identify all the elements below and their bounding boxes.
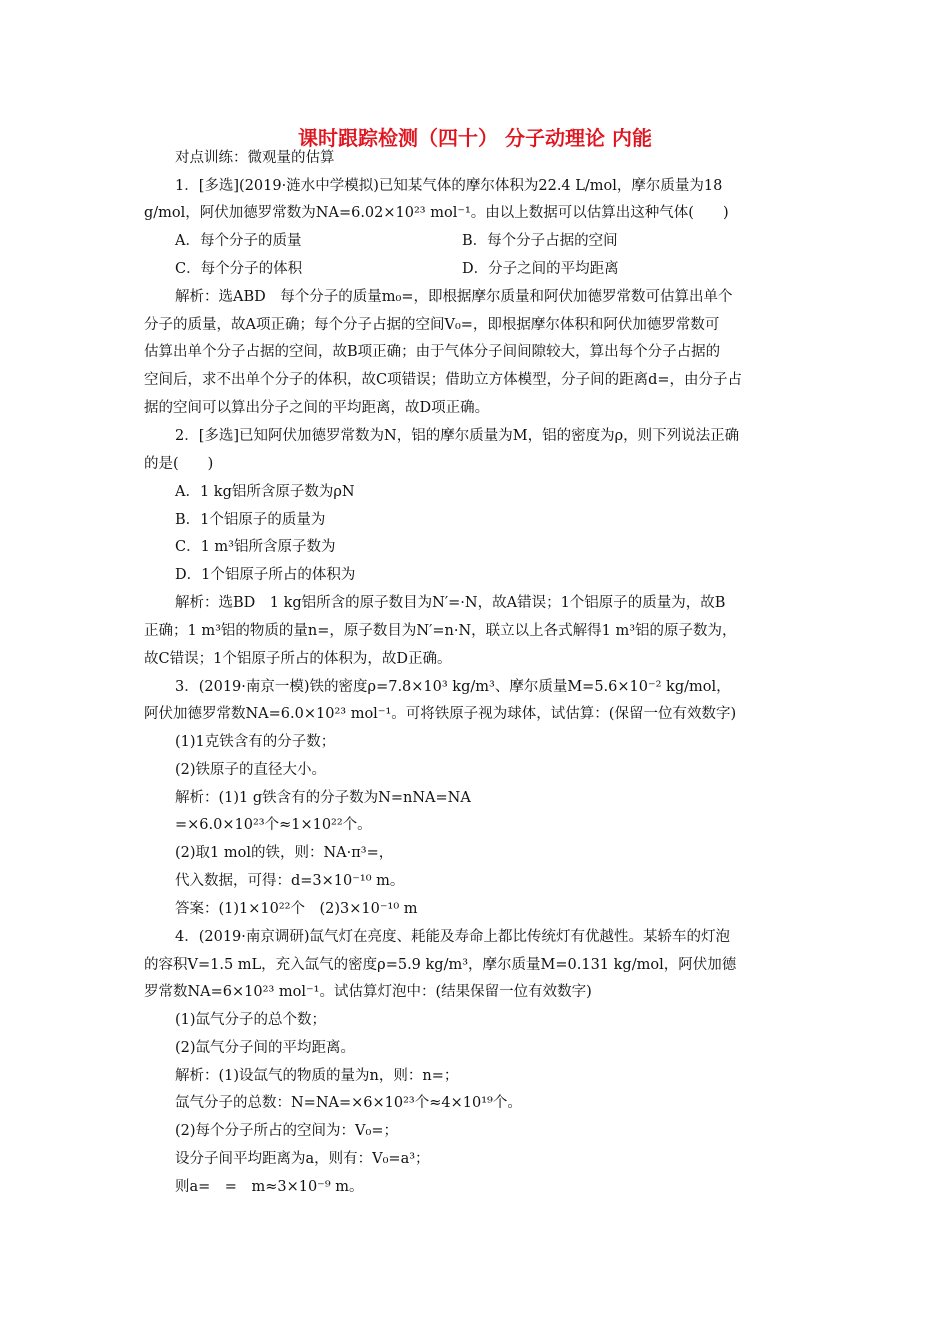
option-b: B．1个铝原子的质量为: [175, 512, 326, 528]
text-line: 氙气分子的总数：N=NA=×6×10²³个≈4×10¹⁹个。: [175, 1095, 522, 1111]
answer-line: 答案：(1)1×10²²个 (2)3×10⁻¹⁰ m: [175, 901, 418, 917]
text-line: 2．[多选]已知阿伏加德罗常数为N，铝的摩尔质量为M，铝的密度为ρ，则下列说法正确: [175, 428, 740, 444]
option-d: D．分子之间的平均距离: [462, 261, 619, 277]
section-heading: 对点训练：微观量的估算: [175, 150, 335, 166]
text-line: 空间后，求不出单个分子的体积，故C项错误；借助立方体模型，分子间的距离d=，由分子占: [144, 372, 743, 388]
text-line: =×6.0×10²³个≈1×10²²个。: [175, 817, 372, 833]
text-line: 解析：选BD 1 kg铝所含的原子数目为N′=·N，故A错误；1个铝原子的质量为，故B: [175, 595, 726, 611]
option-d: D．1个铝原子所占的体积为: [175, 567, 356, 583]
text-line: 故C错误；1个铝原子所占的体积为，故D正确。: [144, 651, 452, 667]
text-line: (2)每个分子所占的空间为：V₀=；: [175, 1123, 398, 1139]
page-title: 课时跟踪检测（四十） 分子动理论 内能: [298, 126, 652, 150]
text-line: (2)铁原子的直径大小。: [175, 762, 327, 778]
text-line: 3．(2019·南京一模)铁的密度ρ=7.8×10³ kg/m³、摩尔质量M=5.6×10⁻² kg/mol，: [175, 679, 731, 695]
text-line: g/mol，阿伏加德罗常数为NA=6.02×10²³ mol⁻¹。由以上数据可以估算出这种气体( ): [144, 205, 729, 221]
text-line: 设分子间平均距离为a，则有：V₀=a³；: [175, 1151, 430, 1167]
text-line: (2)取1 mol的铁，则：NA·π³=，: [175, 845, 394, 861]
text-line: 分子的质量，故A项正确；每个分子占据的空间V₀=，即根据摩尔体积和阿伏加德罗常数可: [144, 317, 720, 333]
text-line: 估算出单个分子占据的空间，故B项正确；由于气体分子间间隙较大，算出每个分子占据的: [144, 344, 721, 360]
option-a: A．1 kg铝所含原子数为ρN: [175, 484, 355, 500]
text-line: 则a= = m≈3×10⁻⁹ m。: [175, 1179, 364, 1195]
text-line: 代入数据，可得：d=3×10⁻¹⁰ m。: [175, 873, 405, 889]
text-line: 据的空间可以算出分子之间的平均距离，故D项正确。: [144, 400, 490, 416]
option-c: C．1 m³铝所含原子数为: [175, 539, 336, 555]
text-line: 正确；1 m³铝的物质的量n=，原子数目为N′=n·N，联立以上各式解得1 m³铝的原子数为，: [144, 623, 737, 639]
text-line: 解析：选ABD 每个分子的质量m₀=，即根据摩尔质量和阿伏加德罗常数可估算出单个: [175, 289, 733, 305]
text-line: (2)氙气分子间的平均距离。: [175, 1040, 356, 1056]
option-c: C．每个分子的体积: [175, 261, 303, 277]
option-b: B．每个分子占据的空间: [462, 233, 618, 249]
text-line: 阿伏加德罗常数NA=6.0×10²³ mol⁻¹。可将铁原子视为球体，试估算：(保留一位有效数字): [144, 706, 737, 722]
text-line: 4．(2019·南京调研)氙气灯在亮度、耗能及寿命上都比传统灯有优越性。某轿车的灯泡: [175, 929, 731, 945]
text-line: 的容积V=1.5 mL，充入氙气的密度ρ=5.9 kg/m³，摩尔质量M=0.131 kg/mol，阿伏加德: [144, 957, 737, 973]
text-line: (1)1克铁含有的分子数；: [175, 734, 336, 750]
text-line: 解析：(1)1 g铁含有的分子数为N=nNA=NA: [175, 790, 471, 806]
text-line: 的是( ): [144, 456, 214, 472]
text-line: 罗常数NA=6×10²³ mol⁻¹。试估算灯泡中：(结果保留一位有效数字): [144, 984, 592, 1000]
option-a: A．每个分子的质量: [175, 233, 302, 249]
text-line: (1)氙气分子的总个数；: [175, 1012, 327, 1028]
text-line: 1．[多选](2019·涟水中学模拟)已知某气体的摩尔体积为22.4 L/mol，摩尔质量为18: [175, 178, 723, 194]
text-line: 解析：(1)设氙气的物质的量为n，则：n=；: [175, 1068, 459, 1084]
